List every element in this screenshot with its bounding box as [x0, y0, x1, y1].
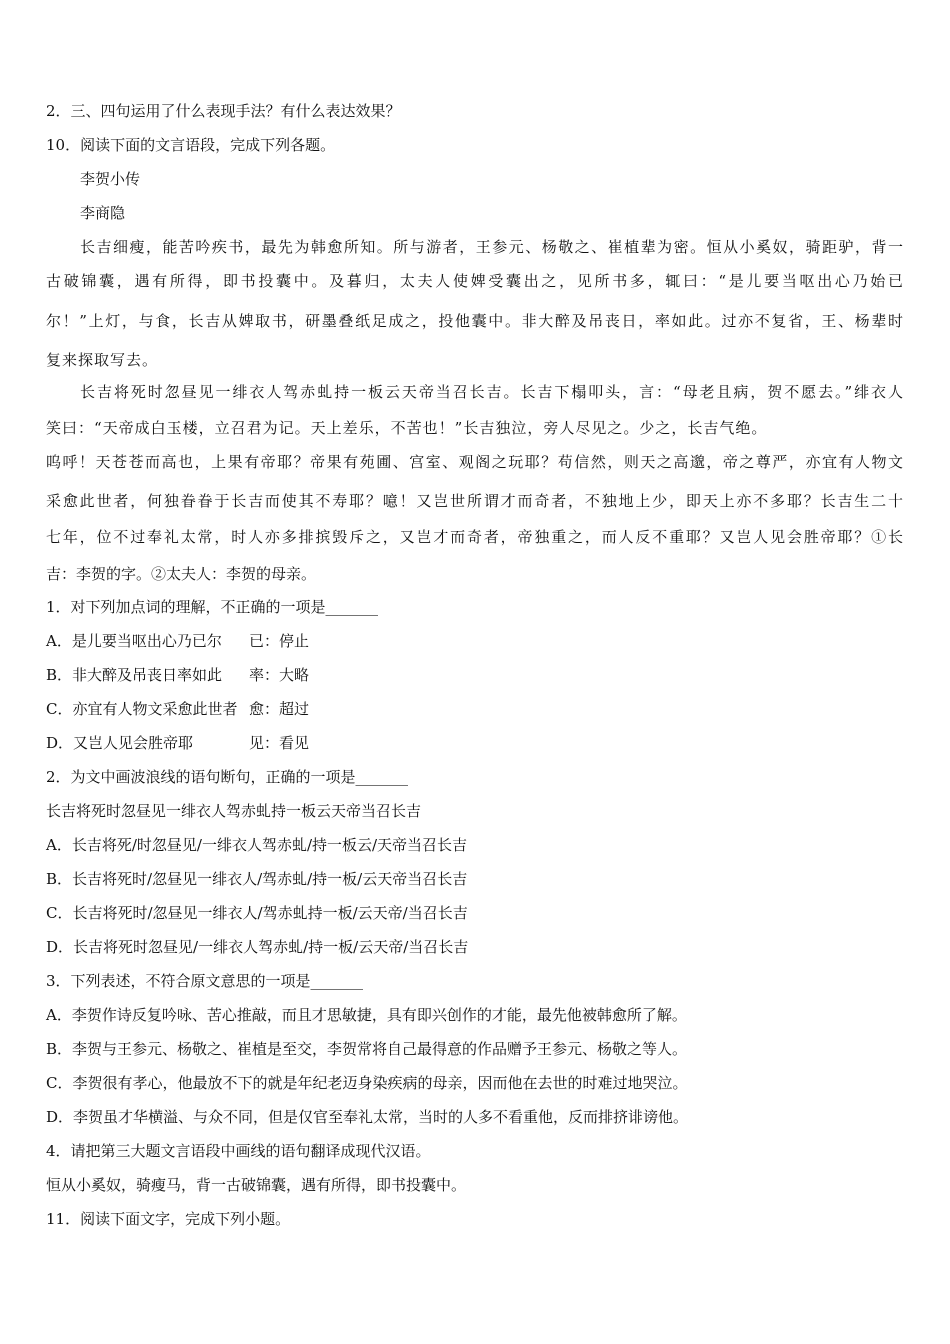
q9-subquestion-2: 2．三、四句运用了什么表现手法？有什么表达效果？ — [46, 102, 401, 120]
passage-line: 长吉细瘦，能苦吟疾书，最先为韩愈所知。所与游者，王参元、杨敬之、崔植辈为密。恒从小奚奴，骑距驴，背一 — [80, 238, 904, 256]
q3-option-a: A．李贺作诗反复吟咏、苦心推敲，而且才思敏捷，具有即兴创作的才能，最先他被韩愈所了解。 — [46, 1006, 687, 1024]
q1-stem: 1．对下列加点词的理解，不正确的一项是_______ — [46, 598, 379, 616]
q2-option-a: A．长吉将死/时忽昼见/一绯衣人驾赤虬/持一板云/天帝当召长吉 — [46, 836, 468, 854]
q11-intro: 11．阅读下面文字，完成下列小题。 — [46, 1210, 291, 1228]
passage-line: 古破锦囊，遇有所得，即书投囊中。及暮归，太夫人使婢受囊出之，见所书多，辄曰：“是儿要当呕出心乃始已 — [46, 272, 904, 290]
q2-stem: 2．为文中画波浪线的语句断句，正确的一项是_______ — [46, 768, 409, 786]
passage-author: 李商隐 — [80, 204, 126, 222]
passage-line: 长吉将死时忽昼见一绯衣人驾赤虬持一板云天帝当召长吉。长吉下榻叩头，言：“母老且病，贺不愿去。”绯衣人 — [80, 383, 904, 401]
passage-line: 呜呼！天苍苍而高也，上果有帝耶？帝果有苑圃、宫室、观阁之玩耶？苟信然，则天之高邈，帝之尊严，亦宜有人物文 — [46, 453, 904, 471]
passage-line: 笑曰：“天帝成白玉楼，立召君为记。天上差乐，不苦也！”长吉独泣，旁人尽见之。少之，长吉气绝。 — [46, 419, 768, 437]
q2-option-d: D．长吉将死时忽昼见/一绯衣人驾赤虬/持一板/云天帝/当召长吉 — [46, 938, 469, 956]
q2-option-c: C．长吉将死时/忽昼见一绯衣人/驾赤虬持一板/云天帝/当召长吉 — [46, 904, 468, 922]
q1-option-c: C．亦宜有人物文采愈此世者 愈：超过 — [46, 700, 310, 718]
passage-line: 七年，位不过奉礼太常，时人亦多排摈毁斥之，又岂才而奇者，帝独重之，而人反不重耶？又岂人见会胜帝耶？①长 — [46, 528, 904, 546]
q3-option-d: D．李贺虽才华横溢、与众不同，但是仅官至奉礼太常，当时的人多不看重他，反而排挤诽谤他。 — [46, 1108, 689, 1126]
q3-option-c: C．李贺很有孝心，他最放不下的就是年纪老迈身染疾病的母亲，因而他在去世的时难过地哭泣。 — [46, 1074, 688, 1092]
q4-sentence: 恒从小奚奴，骑瘦马，背一古破锦囊，遇有所得，即书投囊中。 — [46, 1176, 467, 1194]
passage-footnote: 吉：李贺的字。②太夫人：李贺的母亲。 — [46, 565, 317, 583]
passage-title: 李贺小传 — [80, 170, 141, 188]
q3-stem: 3．下列表述，不符合原文意思的一项是_______ — [46, 972, 364, 990]
q2-option-b: B．长吉将死时/忽昼见一绯衣人/驾赤虬/持一板/云天帝当召长吉 — [46, 870, 468, 888]
passage-line: 复来探取写去。 — [46, 351, 159, 369]
passage-line: 采愈此世者，何独眷眷于长吉而使其不寿耶？噫！又岂世所谓才而奇者，不独地上少，即天上亦不多耶？长吉生二十 — [46, 492, 904, 510]
q1-option-d: D．又岂人见会胜帝耶 见：看见 — [46, 734, 310, 752]
q3-option-b: B．李贺与王参元、杨敬之、崔植是至交，李贺常将自己最得意的作品赠予王参元、杨敬之等人。 — [46, 1040, 688, 1058]
passage-line: 尔！”上灯，与食，长吉从婢取书，研墨叠纸足成之，投他囊中。非大醉及吊丧日，率如此。过亦不复省，王、杨辈时 — [46, 312, 904, 330]
q1-option-a: A．是儿要当呕出心乃已尔 已：停止 — [46, 632, 310, 650]
q2-sentence: 长吉将死时忽昼见一绯衣人驾赤虬持一板云天帝当召长吉 — [46, 802, 422, 820]
q4-stem: 4．请把第三大题文言语段中画线的语句翻译成现代汉语。 — [46, 1142, 431, 1160]
q1-option-b: B．非大醉及吊丧日率如此 率：大略 — [46, 666, 310, 684]
q10-intro: 10．阅读下面的文言语段，完成下列各题。 — [46, 136, 336, 154]
